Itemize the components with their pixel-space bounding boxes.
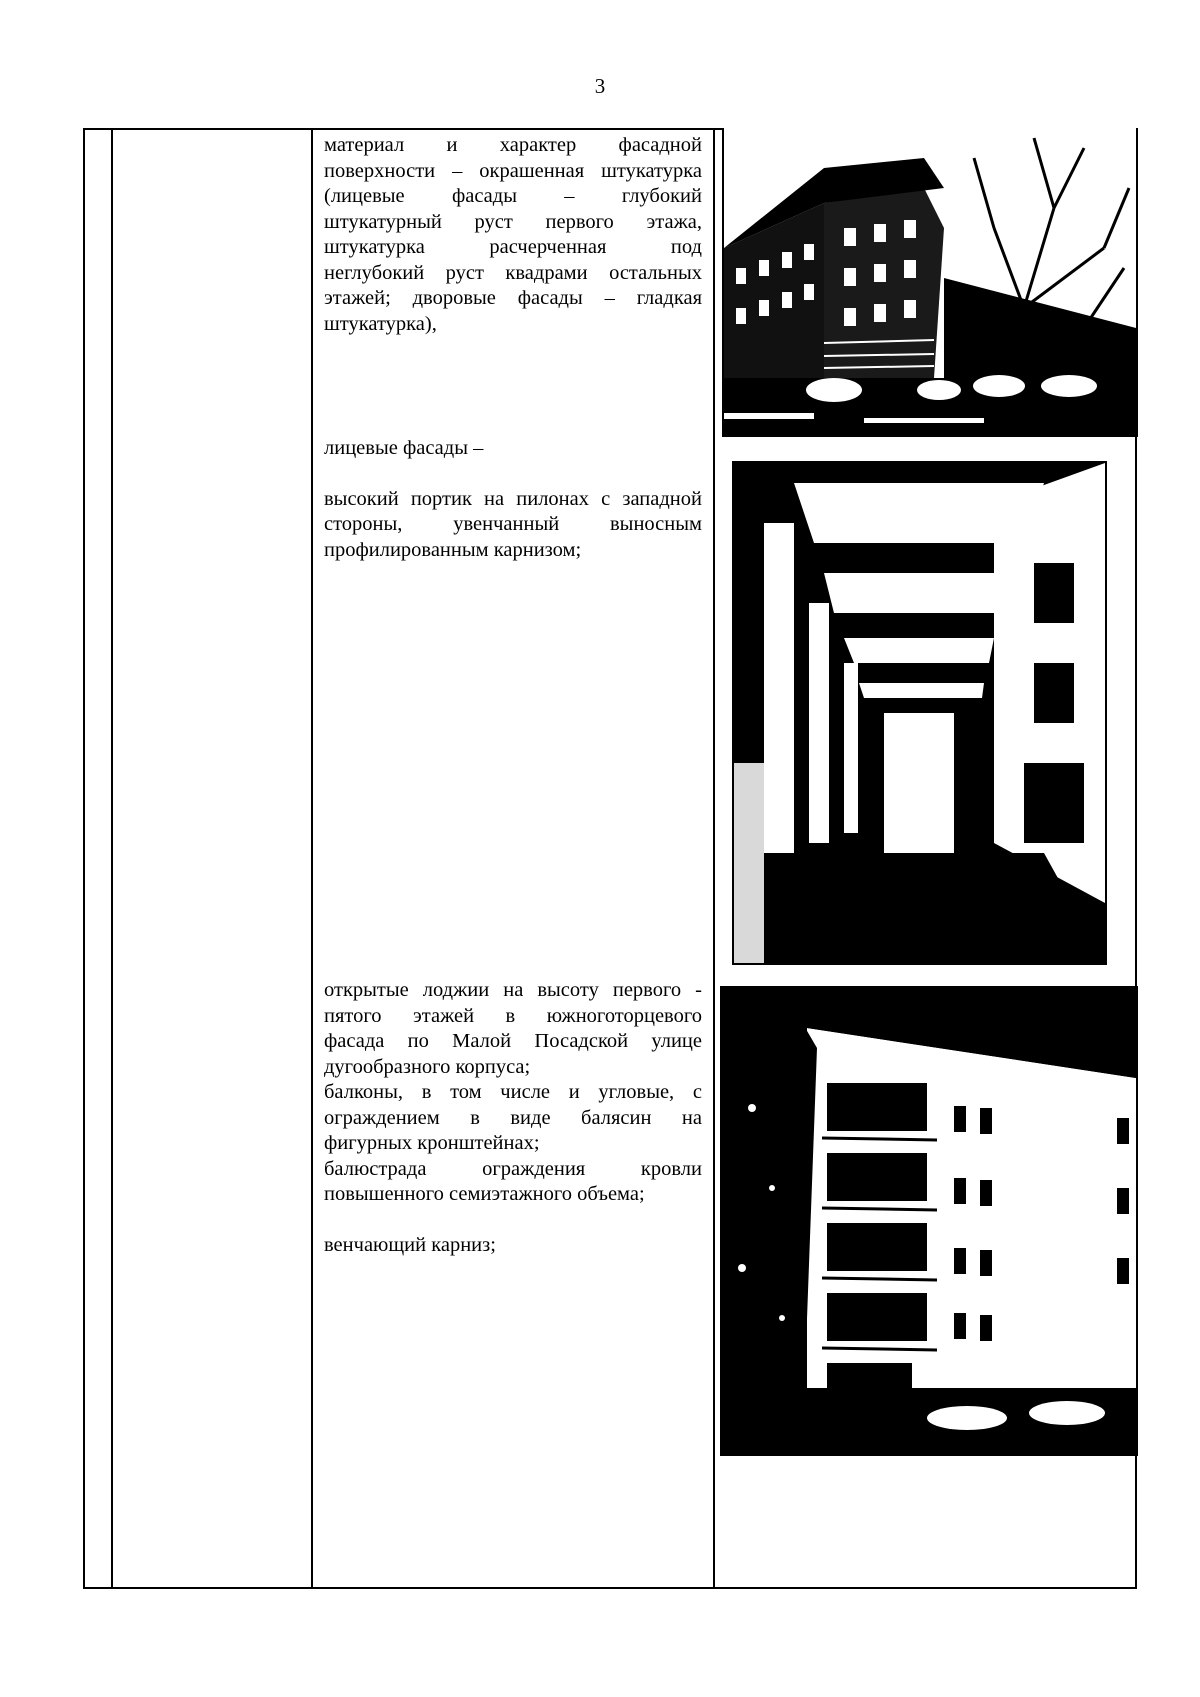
text-line: стороны, увенчанный выносным bbox=[324, 513, 702, 535]
table-col-border-3 bbox=[311, 128, 313, 1589]
section-heading: лицевые фасады – bbox=[324, 437, 484, 459]
page-number: 3 bbox=[594, 74, 606, 98]
table-col-border-2 bbox=[111, 128, 113, 1589]
portico-illustration bbox=[734, 463, 1105, 963]
text-line: высокий портик на пилонах с западной bbox=[324, 487, 702, 510]
portico-photo bbox=[732, 461, 1107, 965]
text-line: дугообразного корпуса; bbox=[324, 1055, 531, 1078]
text-line: пятого этажей в южноготорцевого bbox=[324, 1004, 702, 1027]
text-line: штукатурка), bbox=[324, 312, 437, 335]
text-line: балконы, в том числе и угловые, с bbox=[324, 1081, 702, 1103]
loggias-balconies-description bbox=[324, 978, 702, 1258]
building-corner-illustration bbox=[724, 128, 1136, 435]
text-line: ограждением в виде балясин на bbox=[324, 1106, 702, 1129]
facade-material-description bbox=[324, 133, 702, 337]
text-line: фигурных кронштейнах; bbox=[324, 1132, 540, 1154]
text-line: штукатурка расчерченная под bbox=[324, 236, 702, 258]
text-line: (лицевые фасады – глубокий bbox=[324, 185, 702, 207]
table-col-border-1 bbox=[83, 128, 85, 1589]
portico-description bbox=[324, 436, 702, 563]
text-line: балюстрада ограждения кровли bbox=[324, 1157, 702, 1180]
text-line: повышенного семиэтажного объема; bbox=[324, 1183, 645, 1205]
text-line: фасада по Малой Посадской улице bbox=[324, 1030, 702, 1052]
loggias-facade-illustration bbox=[722, 988, 1136, 1454]
text-line: неглубокий руст квадрами остальных bbox=[324, 261, 702, 284]
table-bottom-border bbox=[83, 1587, 1137, 1589]
text-line: венчающий карниз; bbox=[324, 1233, 496, 1256]
table-col-border-4 bbox=[713, 128, 715, 1589]
text-line: этажей; дворовые фасады – гладкая bbox=[324, 287, 702, 309]
building-corner-photo bbox=[722, 128, 1138, 437]
text-line: материал и характер фасадной bbox=[324, 134, 702, 156]
text-line: штукатурный руст первого этажа, bbox=[324, 210, 702, 233]
text-line: открытые лоджии на высоту первого - bbox=[324, 979, 702, 1001]
loggias-facade-photo bbox=[720, 986, 1138, 1456]
text-line: поверхности – окрашенная штукатурка bbox=[324, 159, 702, 182]
text-line: профилированным карнизом; bbox=[324, 538, 582, 561]
